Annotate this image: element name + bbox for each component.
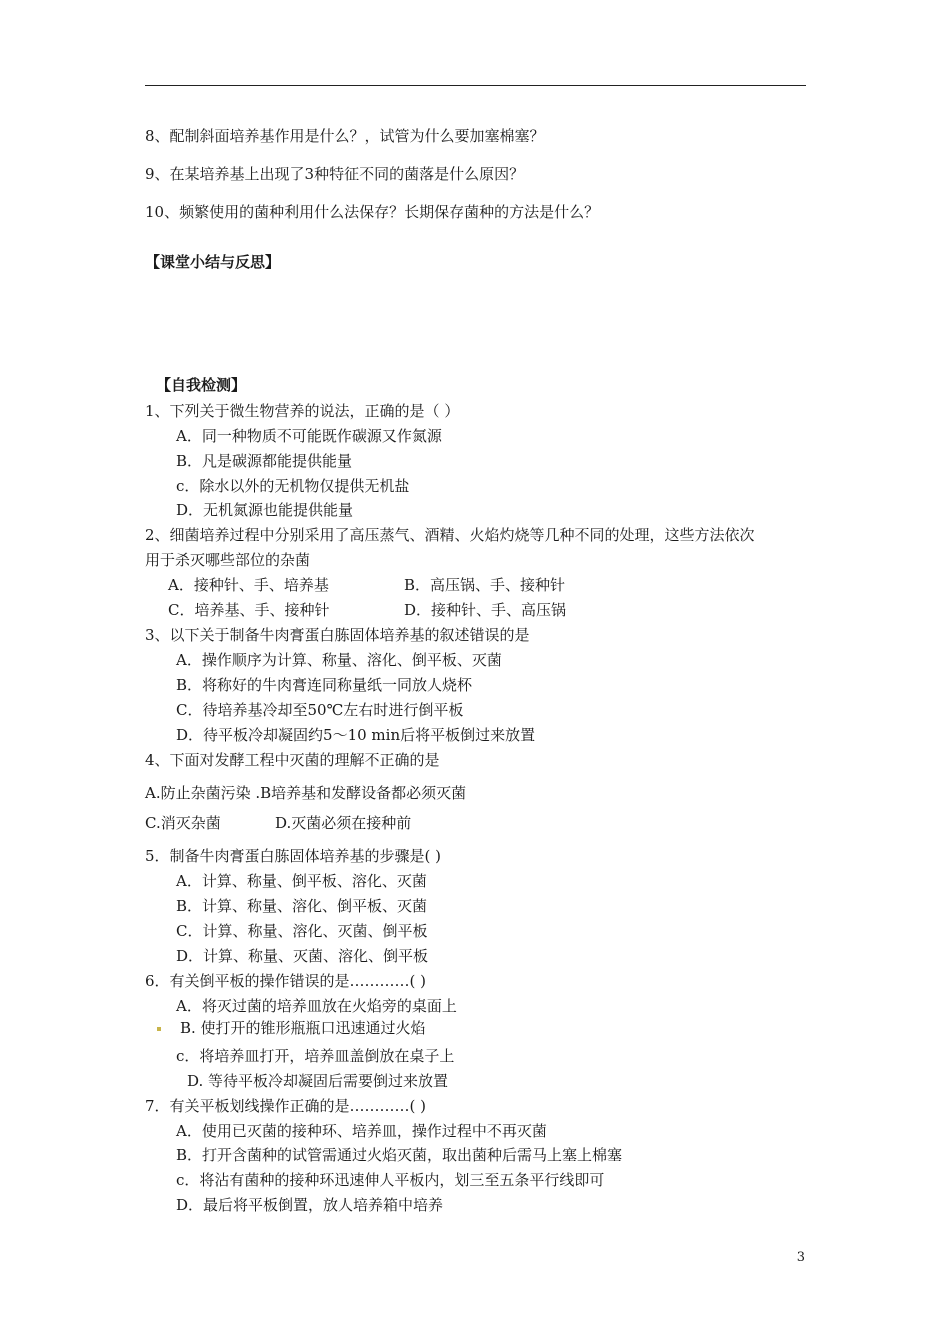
- q2-option-d: D．接种针、手、高压锅: [404, 601, 567, 619]
- q7-option-c: c．将沾有菌种的接种环迅速伸人平板内，划三至五条平行线即可: [176, 1171, 605, 1189]
- q2-stem-line2: 用于杀灭哪些部位的杂菌: [145, 551, 311, 569]
- stray-mark: [157, 1027, 161, 1031]
- q2-option-c: C．培养基、手、接种针: [168, 601, 330, 619]
- header-rule: [145, 85, 806, 86]
- summary-heading: 【课堂小结与反思】: [145, 253, 281, 271]
- q6-option-b: B. 使打开的锥形瓶瓶口迅速通过火焰: [180, 1019, 426, 1037]
- q6-stem: 6．有关倒平板的操作错误的是…………( ): [145, 972, 427, 990]
- selftest-heading: 【自我检测】: [156, 376, 247, 394]
- question-9: 9、在某培养基上出现了3种特征不同的菌落是什么原因？: [145, 165, 525, 183]
- q1-option-c: c．除水以外的无机物仅提供无机盐: [176, 477, 410, 495]
- q7-stem: 7．有关平板划线操作正确的是…………( ): [145, 1097, 427, 1115]
- question-10: 10、频繁使用的菌种利用什么法保存？长期保存菌种的方法是什么？: [145, 203, 600, 221]
- q3-stem: 3、以下关于制备牛肉膏蛋白胨固体培养基的叙述错误的是: [145, 626, 530, 644]
- q6-option-a: A．将灭过菌的培养皿放在火焰旁的桌面上: [176, 997, 457, 1015]
- q5-option-a: A．计算、称量、倒平板、溶化、灭菌: [176, 872, 427, 890]
- q3-option-b: B．将称好的牛肉膏连同称量纸一同放人烧杯: [176, 676, 473, 694]
- q3-option-d: D．待平板冷却凝固约5～10 min后将平板倒过来放置: [176, 726, 536, 744]
- q4-option-c: C.消灭杂菌: [145, 814, 221, 832]
- q4-stem: 4、下面对发酵工程中灭菌的理解不正确的是: [145, 751, 440, 769]
- q1-option-b: B．凡是碳源都能提供能量: [176, 452, 353, 470]
- q5-stem: 5．制备牛肉膏蛋白胨固体培养基的步骤是( ): [145, 847, 442, 865]
- q1-option-d: D．无机氮源也能提供能量: [176, 501, 354, 519]
- question-8: 8、配制斜面培养基作用是什么？，试管为什么要加塞棉塞？: [145, 127, 545, 145]
- q5-option-b: B．计算、称量、溶化、倒平板、灭菌: [176, 897, 428, 915]
- q6-option-c: c．将培养皿打开，培养皿盖倒放在桌子上: [176, 1047, 455, 1065]
- q1-option-a: A．同一种物质不可能既作碳源又作氮源: [176, 427, 442, 445]
- q1-stem: 1、下列关于微生物营养的说法，正确的是（ ）: [145, 402, 460, 420]
- q7-option-d: D．最后将平板倒置，放人培养箱中培养: [176, 1196, 444, 1214]
- q7-option-a: A．使用已灭菌的接种环、培养皿，操作过程中不再灭菌: [176, 1122, 547, 1140]
- q3-option-c: C．待培养基冷却至50℃左右时进行倒平板: [176, 701, 464, 719]
- q6-option-d: D. 等待平板冷却凝固后需要倒过来放置: [187, 1072, 449, 1090]
- q2-option-b: B．高压锅、手、接种针: [404, 576, 566, 594]
- q4-option-ab: A.防止杂菌污染 .B培养基和发酵设备都必须灭菌: [145, 784, 467, 802]
- q3-option-a: A．操作顺序为计算、称量、溶化、倒平板、灭菌: [176, 651, 502, 669]
- q7-option-b: B．打开含菌种的试管需通过火焰灭菌，取出菌种后需马上塞上棉塞: [176, 1146, 623, 1164]
- q2-stem-line1: 2、细菌培养过程中分别采用了高压蒸气、酒精、火焰灼烧等几种不同的处理，这些方法依次: [145, 526, 755, 544]
- q5-option-d: D．计算、称量、灭菌、溶化、倒平板: [176, 947, 429, 965]
- q2-option-a: A．接种针、手、培养基: [168, 576, 329, 594]
- q5-option-c: C．计算、称量、溶化、灭菌、倒平板: [176, 922, 428, 940]
- q4-option-d: D.灭菌必须在接种前: [275, 814, 412, 832]
- page-number: 3: [796, 1250, 805, 1265]
